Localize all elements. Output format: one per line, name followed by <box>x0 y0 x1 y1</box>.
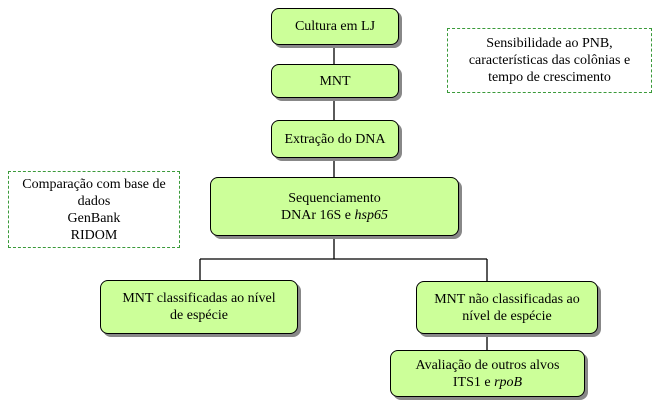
sequenciamento-box <box>210 177 459 236</box>
avaliacao-alvos-box <box>390 350 585 397</box>
comparacao-line2: dados <box>77 193 111 209</box>
comparacao-note <box>8 171 180 248</box>
nao-classificadas-line1: MNT não classificadas ao <box>434 291 580 307</box>
comparacao-line3: GenBank <box>67 210 121 226</box>
mnt-nao-classificadas-box <box>416 281 598 334</box>
avaliacao-line1: Avaliação de outros alvos <box>415 357 560 373</box>
sequenciamento-line2 <box>281 207 388 224</box>
mnt-label: MNT <box>319 73 351 89</box>
sensibilidade-line3: tempo de crescimento <box>488 70 611 85</box>
avaliacao-line2 <box>453 374 522 391</box>
extracao-dna-box <box>271 120 399 158</box>
comparacao-line4: RIDOM <box>70 227 118 243</box>
avaliacao-line2-prefix: ITS1 e <box>452 374 495 390</box>
mnt-box <box>271 64 399 98</box>
sensibilidade-line1: Sensibilidade ao PNB, <box>486 36 613 51</box>
comparacao-line1: Comparação com base de <box>22 176 166 192</box>
extracao-dna-label: Extração do DNA <box>284 131 386 147</box>
sensibilidade-note <box>447 28 652 93</box>
classificadas-line2: de espécie <box>170 308 228 323</box>
avaliacao-line2-gene: rpoB <box>494 374 523 390</box>
classificadas-line1: MNT classificadas ao nível <box>122 291 276 306</box>
cultura-em-lj-box <box>271 8 399 45</box>
cultura-em-lj-label: Cultura em LJ <box>294 19 376 34</box>
sequenciamento-line2-gene: hsp65 <box>354 207 388 223</box>
sensibilidade-line2: características das colônias e <box>468 53 631 68</box>
mnt-classificadas-box <box>100 280 298 334</box>
nao-classificadas-line2: nível de espécie <box>462 308 552 324</box>
sequenciamento-line2-prefix: DNAr 16S e <box>281 207 355 223</box>
sequenciamento-line1: Sequenciamento <box>288 190 381 206</box>
